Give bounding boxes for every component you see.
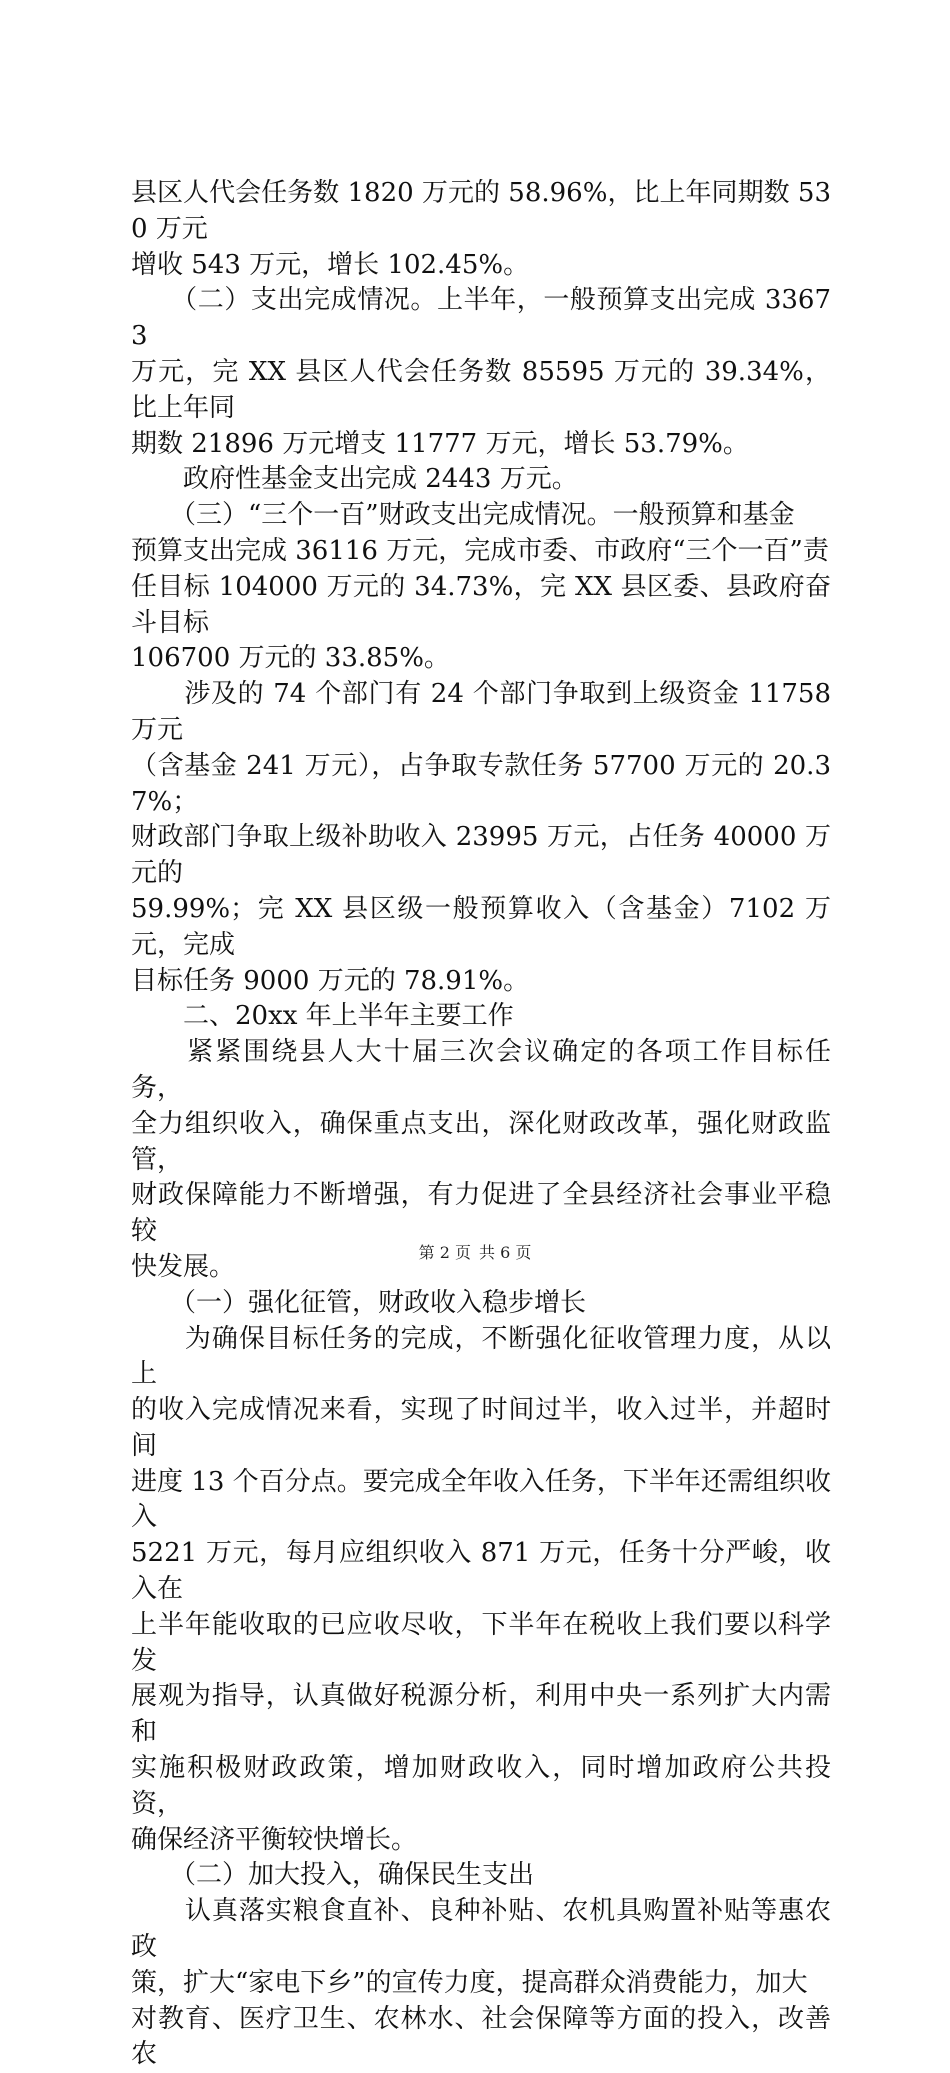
paragraph-revenue-growth: 县区人代会任务数 1820 万元的 58.96%，比上年同期数 530 万元 增收 543 万元，增长 102.45%。 <box>131 178 831 280</box>
paragraph-expenditure-status: （二）支出完成情况。上半年，一般预算支出完成 33673 万元，完 XX 县区人代会任务数 85595 万元的 39.34%，比上年同 期数 21896 万元增支 11777 万元，增长 53.79%。 <box>131 285 831 459</box>
document-body <box>131 176 831 2073</box>
page-footer <box>0 1243 950 1263</box>
paragraph-government-fund: 政府性基金支出完成 2443 万元。 <box>131 464 578 495</box>
subheading-investment: （二）加大投入，确保民生支出 <box>131 1860 535 1891</box>
paragraph-departments-funding: 涉及的 74 个部门有 24 个部门争取到上级资金 11758 万元 （含基金 241 万元），占争取专款任务 57700 万元的 20.37%； 财政部门争取上级补助收入 23995 万元，占任务 40000 万元的 59.99%；完 XX 县区级一般预算收入（含基金）7102 万元，完成 目标任务 9000 万元的 78.91%。 <box>131 679 831 996</box>
paragraph-three-hundred: （三）“三个一百”财政支出完成情况。一般预算和基金 预算支出完成 36116 万元，完成市委、市政府“三个一百”责 任目标 104000 万元的 34.73%，完 XX 县区委、县政府奋斗目标 106700 万元的 33.85%。 <box>131 500 831 674</box>
paragraph-collection-details: 为确保目标任务的完成，不断强化征收管理力度，从以上 的收入完成情况来看，实现了时间过半，收入过半，并超时间 进度 13 个百分点。要完成全年收入任务，下半年还需组织收入 5221 万元，每月应组织收入 871 万元，任务十分严峻，收入在 上半年能收取的已应收尽收，下半年在税收上我们要以科学发 展观为指导，认真做好税源分析，利用中央一系列扩大内需和 实施积极财政政策，增加财政收入，同时增加政府公共投资， 确保经济平衡较快增长。 <box>131 1323 831 1855</box>
page-total: 共 6 页 <box>479 1243 532 1262</box>
page-number: 第 2 页 <box>418 1243 471 1262</box>
subheading-collection: （一）强化征管，财政收入稳步增长 <box>131 1287 587 1318</box>
section-heading-main-work: 二、20xx 年上半年主要工作 <box>131 1001 514 1032</box>
paragraph-main-work-summary: 紧紧围绕县人大十届三次会议确定的各项工作目标任务， 全力组织收入，确保重点支出，深化财政改革，强化财政监管， 财政保障能力不断增强，有力促进了全县经济社会事业平稳较 快发展。 <box>131 1037 831 1282</box>
paragraph-investment-details: 认真落实粮食直补、良种补贴、农机具购置补贴等惠农政 策，扩大“家电下乡”的宣传力度，提高群众消费能力，加大 对教育、医疗卫生、农林水、社会保障等方面的投入，改善农 <box>131 1896 831 2070</box>
